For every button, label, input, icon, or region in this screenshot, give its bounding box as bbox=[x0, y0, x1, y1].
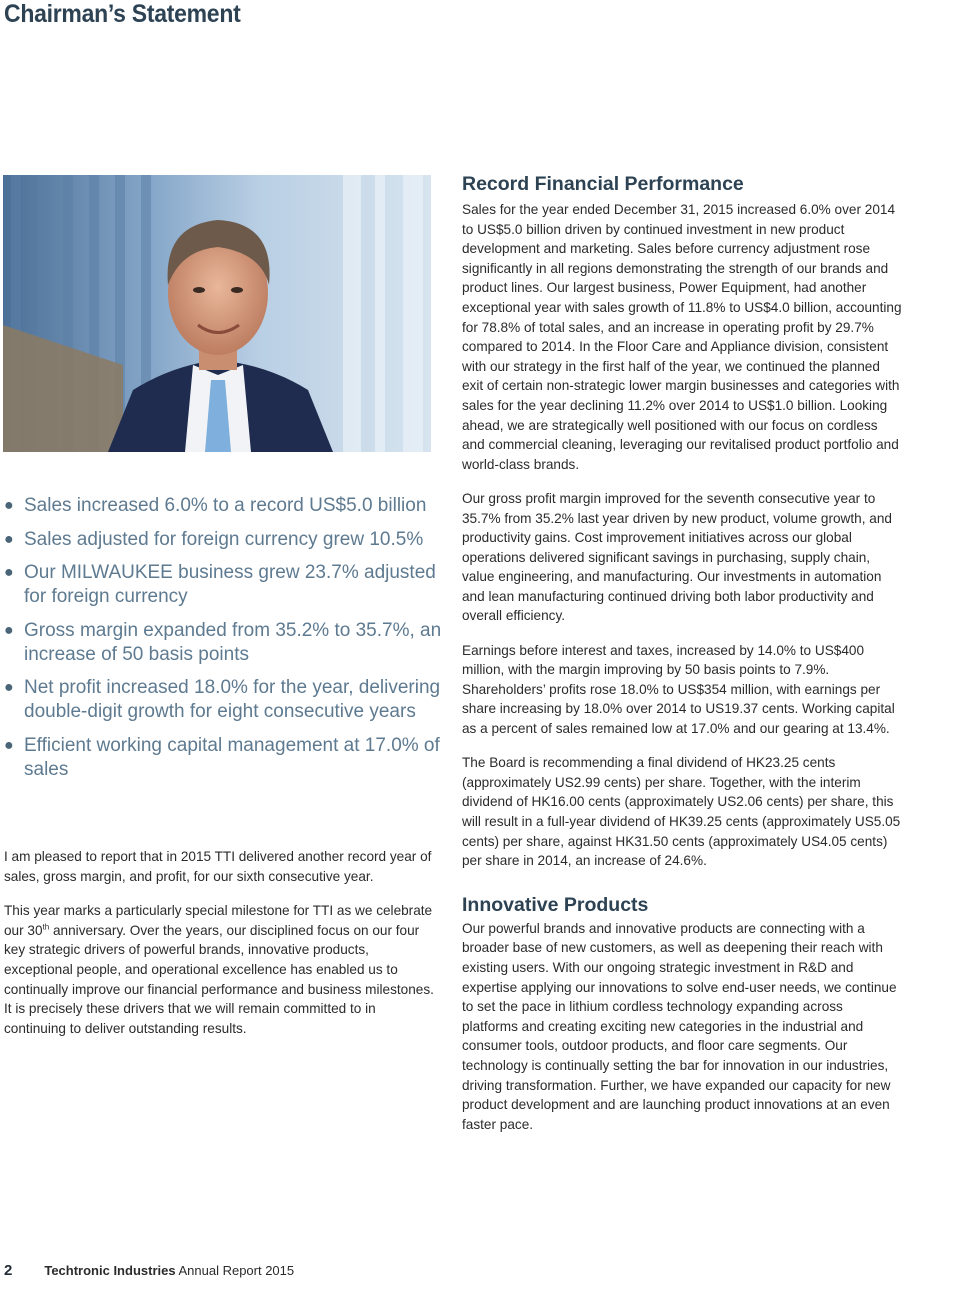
highlight-item: ● Efficient working capital management at 17.0% of sales bbox=[4, 734, 440, 780]
bullet-icon: ● bbox=[4, 679, 14, 696]
milestone-paragraph: This year marks a particularly special milestone for TTI as we celebrate our 30th anniversary. Over the years, our disciplined focus on our four key strategic drivers of powerful brands, innovative products, exceptional people, and operational excellence has enabled us to continually improve our financial performance and business milestones. It is precisely these drivers that we will remain committed to in continuing to deliver outstanding results. bbox=[4, 903, 434, 1036]
paragraph-sales: Sales for the year ended December 31, 2015 increased 6.0% over 2014 to US$5.0 billion driven by continued investment in new product development and marketing. Sales before currency adjustment rose significantly in all regions demonstrating the strength of our brands and product lines. Our largest business, Power Equipment, had another exceptional year with sales growth of 11.8% to US$4.0 billion, accounting for 78.8% of total sales, and an increase in operating profit by 29.7% compared to 2014. In the Floor Care and Appliance division, consistent with our strategy in the first half of the year, we continued the planned exit of certain non-strategic lower margin businesses and categories with sales for the year declining 11.2% over 2014 to US$1.0 billion. Looking ahead, we are strategically well positioned with our focus on cordless and commercial cleaning, leveraging our revitalised product portfolio and world-class brands. bbox=[462, 202, 902, 472]
highlight-item: ● Net profit increased 18.0% for the year, delivering double-digit growth for eight consecutive years bbox=[4, 677, 441, 722]
heading-innovative-products: Innovative Products bbox=[462, 893, 649, 916]
paragraph-dividend: The Board is recommending a final dividend of HK23.25 cents (approximately US2.99 cents) per share. Together, with the interim dividend of HK16.00 cents (approximately US2.06 cents) per share, this will result in a full-year dividend of HK39.25 cents (approximately US5.05 cents) per share, against HK31.50 cents (approximately US4.05 cents) per share in 2014, an increase of 24.6%. bbox=[462, 755, 901, 869]
bullet-icon: ● bbox=[4, 736, 14, 754]
paragraph-earnings: Earnings before interest and taxes, increased by 14.0% to US$400 million, with the margin improving by 50 basis points to 7.9%. Shareholders’ profits rose 18.0% to US$354 million, with earnings per share increasing by 18.0% over 2014 to US19.37 cents. Working capital as a percent of sales remained low at 17.0% and our gearing at 13.4%. bbox=[462, 642, 895, 737]
paragraph-innovation: Our powerful brands and innovative products are connecting with a broader base of new customers, as well as deepening their reach with existing users. With our ongoing strategic investment in R&D and expertise applying our innovations to solve end-user needs, we continue to set the pace in lithium cordless technology expanding across platforms and creating exciting new categories in the industrial and consumer tools, outdoor products, and floor care segments. Our technology is continually setting the bar for innovation in our industries, driving transformation. Further, we have expanded our capacity for new product development and are launching product innovations at an even faster pace. bbox=[462, 920, 897, 1132]
page-number: 2 bbox=[4, 1262, 13, 1279]
highlight-item: ● Sales increased 6.0% to a record US$5.0 billion bbox=[4, 495, 427, 516]
highlight-item: ● Our MILWAUKEE business grew 23.7% adjusted for foreign currency bbox=[4, 562, 436, 607]
footer-company: Techtronic Industries bbox=[44, 1263, 176, 1278]
page-title: Chairman’s Statement bbox=[4, 0, 241, 28]
footer-report: Annual Report 2015 bbox=[178, 1263, 295, 1278]
chairman-portrait bbox=[3, 175, 431, 452]
bullet-icon: ● bbox=[4, 564, 14, 581]
portrait-illustration bbox=[3, 175, 431, 452]
page-footer bbox=[4, 1262, 294, 1282]
intro-paragraph: I am pleased to report that in 2015 TTI delivered another record year of sales, gross margin, and profit, for our sixth consecutive year. bbox=[4, 849, 432, 884]
highlight-item: ● Gross margin expanded from 35.2% to 35.7%, an increase of 50 basis points bbox=[4, 619, 442, 665]
paragraph-gross-margin: Our gross profit margin improved for the seventh consecutive year to 35.7% from 35.2% last year driven by new product, volume growth, and productivity gains. Cost improvement initiatives across our global operations delivered significant savings in purchasing, supply chain, value engineering, and manufacturing. Our investments in automation and lean manufacturing continued driving both labor productivity and overall efficiency. bbox=[462, 490, 892, 624]
heading-record-financial-performance: Record Financial Performance bbox=[462, 173, 744, 195]
bullet-icon: ● bbox=[4, 497, 14, 514]
highlights-list bbox=[4, 494, 444, 791]
highlight-item: ● Sales adjusted for foreign currency grew 10.5% bbox=[4, 528, 424, 550]
right-column bbox=[462, 172, 902, 1149]
bullet-icon: ● bbox=[4, 530, 14, 548]
bullet-icon: ● bbox=[4, 621, 14, 639]
left-body-text bbox=[4, 847, 439, 1053]
